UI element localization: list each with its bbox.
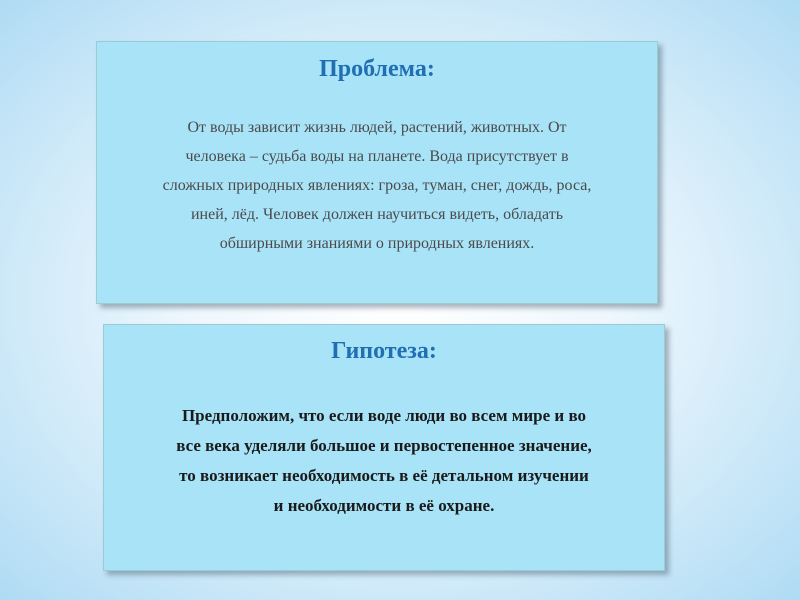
hypothesis-line: и необходимости в её охране. xyxy=(273,496,495,515)
problem-line: иней, лёд. Человек должен научиться видеть, обладать xyxy=(190,206,564,223)
hypothesis-line: все века уделяли большое и первостепенное значение, xyxy=(176,436,592,455)
problem-line: От воды зависит жизнь людей, растений, животных. От xyxy=(187,119,567,136)
hypothesis-title: Гипотеза: xyxy=(331,338,437,364)
hypothesis-card xyxy=(103,324,665,571)
problem-title: Проблема: xyxy=(319,56,435,82)
problem-line: человека – судьба воды на планете. Вода присутствует в xyxy=(185,148,569,165)
problem-text xyxy=(97,113,657,258)
hypothesis-line: Предположим, что если воде люди во всем мире и во xyxy=(181,406,587,425)
hypothesis-line: то возникает необходимость в её детальном изучении xyxy=(179,466,589,485)
problem-line: сложных природных явлениях: гроза, туман, снег, дождь, роса, xyxy=(162,177,592,194)
hypothesis-text xyxy=(104,401,664,521)
problem-card xyxy=(96,41,658,304)
problem-line: обширными знаниями о природных явлениях. xyxy=(219,235,535,252)
